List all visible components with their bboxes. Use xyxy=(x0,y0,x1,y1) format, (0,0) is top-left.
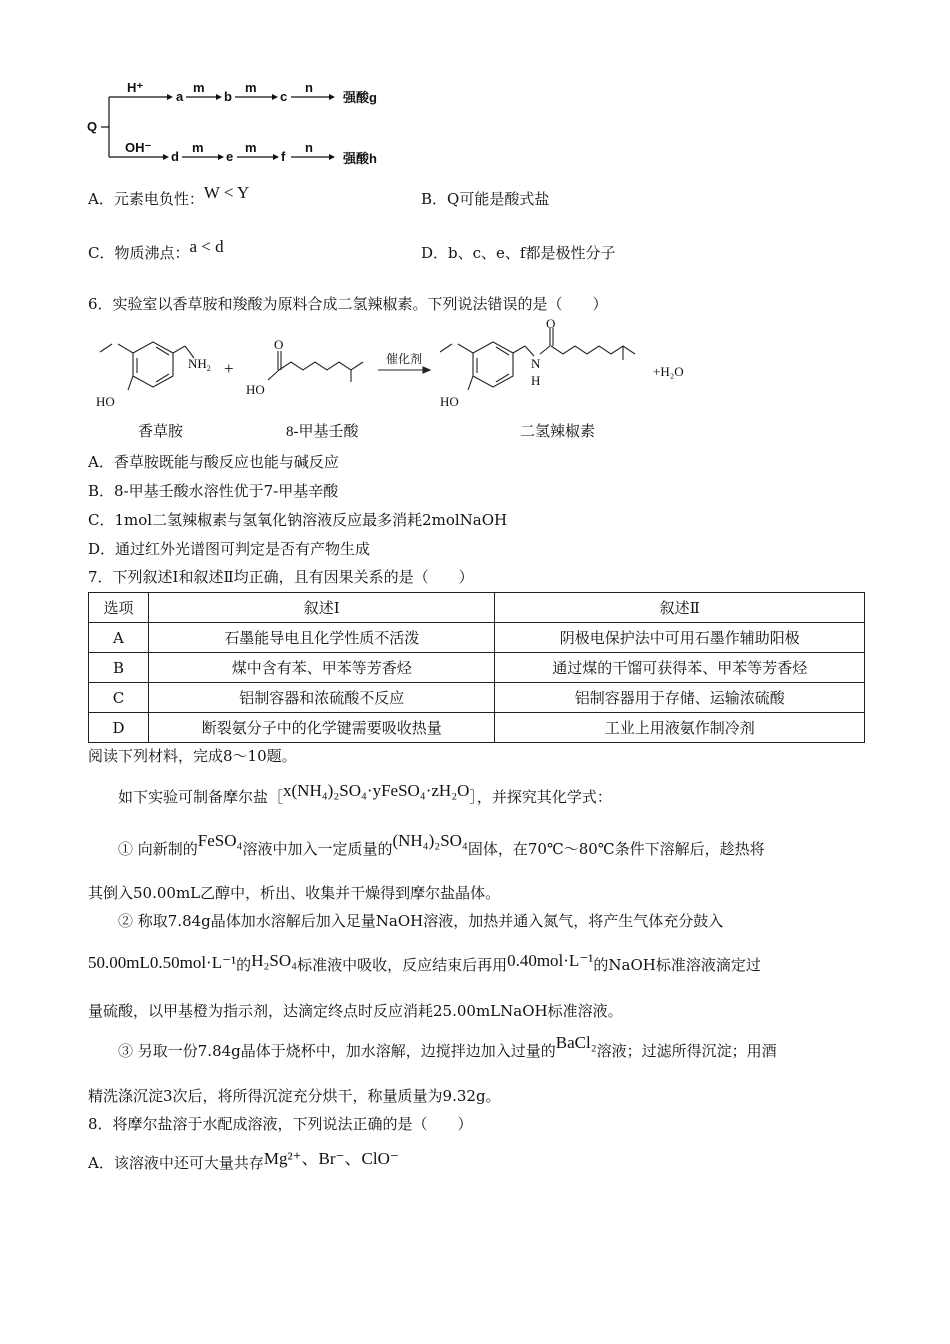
table-row xyxy=(89,653,865,683)
step3-line2: 精洗涤沉淀3次后，将所得沉淀充分烘干，称量质量为9.32g。 xyxy=(88,1087,501,1105)
step3-formula-bacl2: BaCl₂ xyxy=(555,1033,597,1052)
q6-n: N xyxy=(531,356,541,371)
q6-stem: 6．实验室以香草胺和羧酸为原料合成二氢辣椒素。下列说法错误的是（ ） xyxy=(88,295,608,313)
table-header-row xyxy=(89,593,865,623)
table-cell: C xyxy=(89,683,149,713)
q6-water: +H₂O xyxy=(653,364,684,379)
q8-stem: 8．将摩尔盐溶于水配成溶液，下列说法正确的是（ ） xyxy=(88,1115,473,1133)
table-header-cell: 叙述Ⅱ xyxy=(495,593,865,623)
q6-product-o: O xyxy=(546,318,556,331)
q6-catalyst: 催化剂 xyxy=(386,352,423,366)
step2-line3: 量硫酸，以甲基橙为指示剂，达滴定终点时反应消耗25.00mLNaOH标准溶液。 xyxy=(88,1002,623,1020)
table-cell: 铝制容器和浓硫酸不反应 xyxy=(148,683,495,713)
table-cell: 煤中含有苯、甲苯等芳香烃 xyxy=(148,653,495,683)
q6-h: H xyxy=(531,373,541,388)
table-cell: A xyxy=(89,623,149,653)
scheme-top-n: n xyxy=(305,80,313,95)
table-cell: B xyxy=(89,653,149,683)
scheme-a: a xyxy=(176,89,184,104)
q8-option-a-ions: Mg²⁺、Br⁻、ClO⁻ xyxy=(263,1149,399,1168)
q8-option-a: A．该溶液中还可大量共存Mg²⁺、Br⁻、ClO⁻ xyxy=(88,1149,399,1172)
step2-line1: ② 称取7.84g晶体加水溶解后加入足量NaOH溶液，加热并通入氮气，将产生气体充分鼓入 xyxy=(118,912,724,930)
q5-option-a-formula: W < Y xyxy=(203,183,250,202)
scheme-bottom-m1: m xyxy=(192,140,204,155)
q6-name-acid: 8-甲基壬酸 xyxy=(286,424,359,440)
table-cell: D xyxy=(89,713,149,743)
material-line1: 如下实验可制备摩尔盐［x(NH₄)₂SO₄·yFeSO₄·zH₂O］，并探究其化学式： xyxy=(118,781,612,806)
table-row xyxy=(89,623,865,653)
table-row xyxy=(89,713,865,743)
scheme-bottom-reagent: OH⁻ xyxy=(125,140,152,155)
q6-reaction-diagram xyxy=(88,318,708,448)
q6-option-c: C．1mol二氢辣椒素与氢氧化钠溶液反应最多消耗2molNaOH xyxy=(88,511,508,529)
q5-option-d: D．b、c、e、f都是极性分子 xyxy=(421,244,616,262)
q7-table xyxy=(88,592,865,743)
table-row xyxy=(89,683,865,713)
scheme-e: e xyxy=(226,149,234,164)
scheme-start: Q xyxy=(87,119,98,134)
q6-name-vanillylamine: 香草胺 xyxy=(138,424,184,440)
scheme-b: b xyxy=(224,89,232,104)
q6-acid-o: O xyxy=(274,337,284,352)
scheme-product-h: 强酸h xyxy=(343,151,377,166)
step2-formula-h2so4: H₂SO₄ xyxy=(251,951,298,970)
q5-option-a: A．元素电负性：W < Y xyxy=(88,183,250,208)
q6-option-a: A．香草胺既能与酸反应也能与碱反应 xyxy=(88,453,339,471)
scheme-bottom-m2: m xyxy=(245,140,257,155)
table-cell: 阴极电保护法中可用石墨作辅助阳极 xyxy=(495,623,865,653)
scheme-top-m2: m xyxy=(245,80,257,95)
q5-option-c-formula: a < d xyxy=(189,237,224,256)
step1-line1: ① 向新制的FeSO₄溶液中加入一定质量的(NH₄)₂SO₄固体，在70℃～80℃条件下溶解后，趁热将 xyxy=(118,831,765,858)
scheme-c: c xyxy=(280,89,288,104)
table-cell: 石墨能导电且化学性质不活泼 xyxy=(148,623,495,653)
step1-formula-feso4: FeSO₄ xyxy=(197,831,243,850)
step1-line2: 其倒入50.00mL乙醇中，析出、收集并干燥得到摩尔盐晶体。 xyxy=(88,884,501,902)
reaction-scheme xyxy=(85,75,405,175)
q6-ho-3: HO xyxy=(440,394,459,409)
table-cell: 铝制容器用于存储、运输浓硫酸 xyxy=(495,683,865,713)
step3-line1: ③ 另取一份7.84g晶体于烧杯中，加水溶解，边搅拌边加入过量的BaCl₂溶液；过滤所得沉淀；用酒 xyxy=(118,1033,777,1060)
step2-formula-concentration: 50.00mL0.50mol·L⁻¹ xyxy=(88,953,237,972)
q6-name-capsaicin: 二氢辣椒素 xyxy=(520,424,596,440)
q7-stem: 7．下列叙述Ⅰ和叙述Ⅱ均正确，且有因果关系的是（ ） xyxy=(88,568,474,586)
q5-option-c: C．物质沸点：a < d xyxy=(88,237,224,262)
q6-ho-2: HO xyxy=(246,382,265,397)
step2-formula-naoh-concentration: 0.40mol·L⁻¹ xyxy=(507,951,594,970)
q6-ho-1: HO xyxy=(96,394,115,409)
scheme-d: d xyxy=(171,149,179,164)
table-cell: 断裂氨分子中的化学键需要吸收热量 xyxy=(148,713,495,743)
q6-plus: + xyxy=(224,359,234,378)
table-header-cell: 选项 xyxy=(89,593,149,623)
scheme-top-m1: m xyxy=(193,80,205,95)
table-cell: 通过煤的干馏可获得苯、甲苯等芳香烃 xyxy=(495,653,865,683)
scheme-f: f xyxy=(281,149,286,164)
table-cell: 工业上用液氨作制冷剂 xyxy=(495,713,865,743)
mohr-salt-formula: x(NH₄)₂SO₄·yFeSO₄·zH₂O xyxy=(283,781,470,800)
scheme-bottom-n: n xyxy=(305,140,313,155)
scheme-product-g: 强酸g xyxy=(343,90,377,105)
material-intro: 阅读下列材料，完成8～10题。 xyxy=(88,747,297,765)
q5-option-b: B．Q可能是酸式盐 xyxy=(421,190,550,208)
q6-option-d: D．通过红外光谱图可判定是否有产物生成 xyxy=(88,540,371,558)
step1-formula-ammonium-sulfate: (NH₄)₂SO₄ xyxy=(392,831,468,850)
scheme-top-reagent: H⁺ xyxy=(127,80,144,95)
step2-line2: 50.00mL0.50mol·L⁻¹的H₂SO₄标准液中吸收，反应结束后再用0.40mol·L⁻¹的NaOH标准溶液滴定过 xyxy=(88,951,761,974)
q6-nh2: $NH_2$ xyxy=(188,356,211,373)
q6-option-b: B．8-甲基壬酸水溶性优于7-甲基辛酸 xyxy=(88,482,339,500)
table-header-cell: 叙述Ⅰ xyxy=(148,593,495,623)
